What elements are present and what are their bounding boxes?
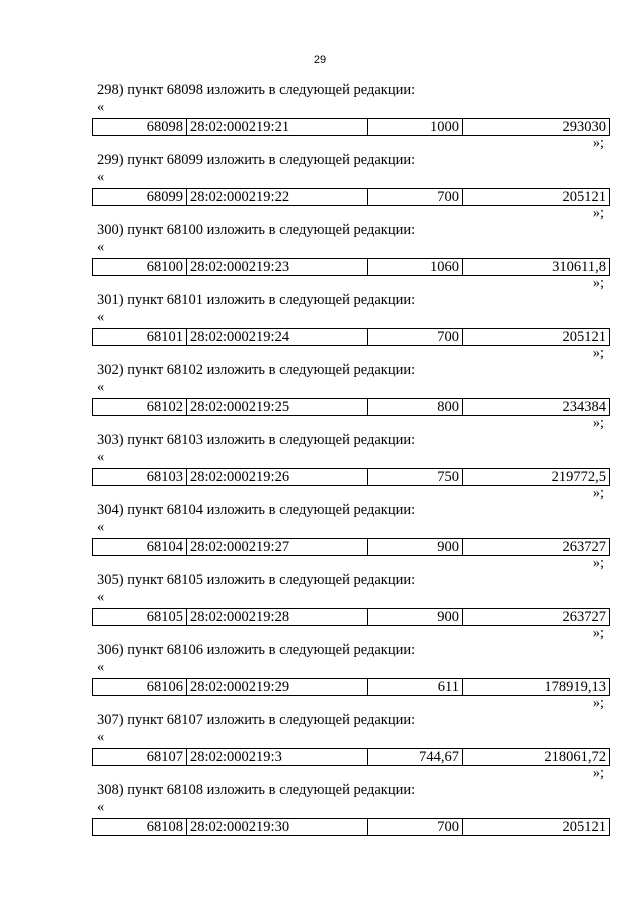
table-row xyxy=(92,818,610,836)
amendment-heading: 298) пункт 68098 изложить в следующей редакции: xyxy=(97,82,416,98)
amendment-item xyxy=(92,782,610,852)
area-cell: 744,67 xyxy=(368,749,463,766)
closing-quote: »; xyxy=(592,415,604,431)
item-number-cell: 68107 xyxy=(93,749,187,766)
amendment-heading: 304) пункт 68104 изложить в следующей редакции: xyxy=(97,502,416,518)
value-cell: 263727 xyxy=(463,539,610,556)
amendment-heading: 302) пункт 68102 изложить в следующей редакции: xyxy=(97,362,416,378)
cadastral-number-cell: 28:02:000219:30 xyxy=(187,819,368,836)
opening-quote: « xyxy=(97,239,105,255)
area-cell: 800 xyxy=(368,399,463,416)
cadastral-number-cell: 28:02:000219:26 xyxy=(187,469,368,486)
amendment-item xyxy=(92,572,610,642)
cadastral-number-cell: 28:02:000219:21 xyxy=(187,119,368,136)
area-cell: 700 xyxy=(368,819,463,836)
amendment-heading: 303) пункт 68103 изложить в следующей редакции: xyxy=(97,432,416,448)
value-cell: 218061,72 xyxy=(463,749,610,766)
opening-quote: « xyxy=(97,169,105,185)
value-cell: 263727 xyxy=(463,609,610,626)
table-row xyxy=(92,328,610,346)
cadastral-number-cell: 28:02:000219:28 xyxy=(187,609,368,626)
value-cell: 310611,8 xyxy=(463,259,610,276)
opening-quote: « xyxy=(97,519,105,535)
opening-quote: « xyxy=(97,589,105,605)
amendment-item xyxy=(92,82,610,152)
value-cell: 178919,13 xyxy=(463,679,610,696)
table-row xyxy=(92,398,610,416)
amendment-item xyxy=(92,642,610,712)
cadastral-number-cell: 28:02:000219:27 xyxy=(187,539,368,556)
amendment-heading: 307) пункт 68107 изложить в следующей редакции: xyxy=(97,712,416,728)
amendment-item xyxy=(92,362,610,432)
amendment-heading: 301) пункт 68101 изложить в следующей редакции: xyxy=(97,292,416,308)
table-row xyxy=(92,468,610,486)
item-number-cell: 68103 xyxy=(93,469,187,486)
value-cell: 205121 xyxy=(463,189,610,206)
area-cell: 700 xyxy=(368,189,463,206)
value-cell: 205121 xyxy=(463,819,610,836)
amendment-item xyxy=(92,432,610,502)
item-number-cell: 68104 xyxy=(93,539,187,556)
item-number-cell: 68099 xyxy=(93,189,187,206)
amendment-heading: 299) пункт 68099 изложить в следующей редакции: xyxy=(97,152,416,168)
opening-quote: « xyxy=(97,729,105,745)
table-row xyxy=(92,188,610,206)
opening-quote: « xyxy=(97,659,105,675)
area-cell: 700 xyxy=(368,329,463,346)
amendment-heading: 306) пункт 68106 изложить в следующей редакции: xyxy=(97,642,416,658)
area-cell: 1060 xyxy=(368,259,463,276)
table-row xyxy=(92,748,610,766)
value-cell: 293030 xyxy=(463,119,610,136)
table-row xyxy=(92,678,610,696)
opening-quote: « xyxy=(97,449,105,465)
closing-quote: »; xyxy=(592,485,604,501)
opening-quote: « xyxy=(97,99,105,115)
opening-quote: « xyxy=(97,799,105,815)
value-cell: 234384 xyxy=(463,399,610,416)
item-number-cell: 68100 xyxy=(93,259,187,276)
amendment-item xyxy=(92,292,610,362)
closing-quote: »; xyxy=(592,205,604,221)
cadastral-number-cell: 28:02:000219:22 xyxy=(187,189,368,206)
area-cell: 900 xyxy=(368,609,463,626)
table-row xyxy=(92,538,610,556)
item-number-cell: 68106 xyxy=(93,679,187,696)
closing-quote: »; xyxy=(592,555,604,571)
cadastral-number-cell: 28:02:000219:25 xyxy=(187,399,368,416)
item-number-cell: 68101 xyxy=(93,329,187,346)
value-cell: 205121 xyxy=(463,329,610,346)
closing-quote: »; xyxy=(592,625,604,641)
closing-quote: »; xyxy=(592,765,604,781)
area-cell: 1000 xyxy=(368,119,463,136)
closing-quote: »; xyxy=(592,695,604,711)
amendment-heading: 300) пункт 68100 изложить в следующей редакции: xyxy=(97,222,416,238)
area-cell: 750 xyxy=(368,469,463,486)
opening-quote: « xyxy=(97,379,105,395)
item-number-cell: 68105 xyxy=(93,609,187,626)
area-cell: 900 xyxy=(368,539,463,556)
item-number-cell: 68102 xyxy=(93,399,187,416)
value-cell: 219772,5 xyxy=(463,469,610,486)
cadastral-number-cell: 28:02:000219:29 xyxy=(187,679,368,696)
table-row xyxy=(92,118,610,136)
closing-quote: »; xyxy=(592,135,604,151)
table-row xyxy=(92,258,610,276)
area-cell: 611 xyxy=(368,679,463,696)
item-number-cell: 68098 xyxy=(93,119,187,136)
item-number-cell: 68108 xyxy=(93,819,187,836)
opening-quote: « xyxy=(97,309,105,325)
amendment-item xyxy=(92,222,610,292)
cadastral-number-cell: 28:02:000219:24 xyxy=(187,329,368,346)
amendment-item xyxy=(92,712,610,782)
amendment-item xyxy=(92,502,610,572)
amendment-heading: 308) пункт 68108 изложить в следующей редакции: xyxy=(97,782,416,798)
cadastral-number-cell: 28:02:000219:23 xyxy=(187,259,368,276)
amendment-item xyxy=(92,152,610,222)
table-row xyxy=(92,608,610,626)
page-number: 29 xyxy=(313,54,327,66)
cadastral-number-cell: 28:02:000219:3 xyxy=(187,749,368,766)
amendment-list xyxy=(92,82,610,852)
closing-quote: »; xyxy=(592,275,604,291)
amendment-heading: 305) пункт 68105 изложить в следующей редакции: xyxy=(97,572,416,588)
closing-quote: »; xyxy=(592,345,604,361)
